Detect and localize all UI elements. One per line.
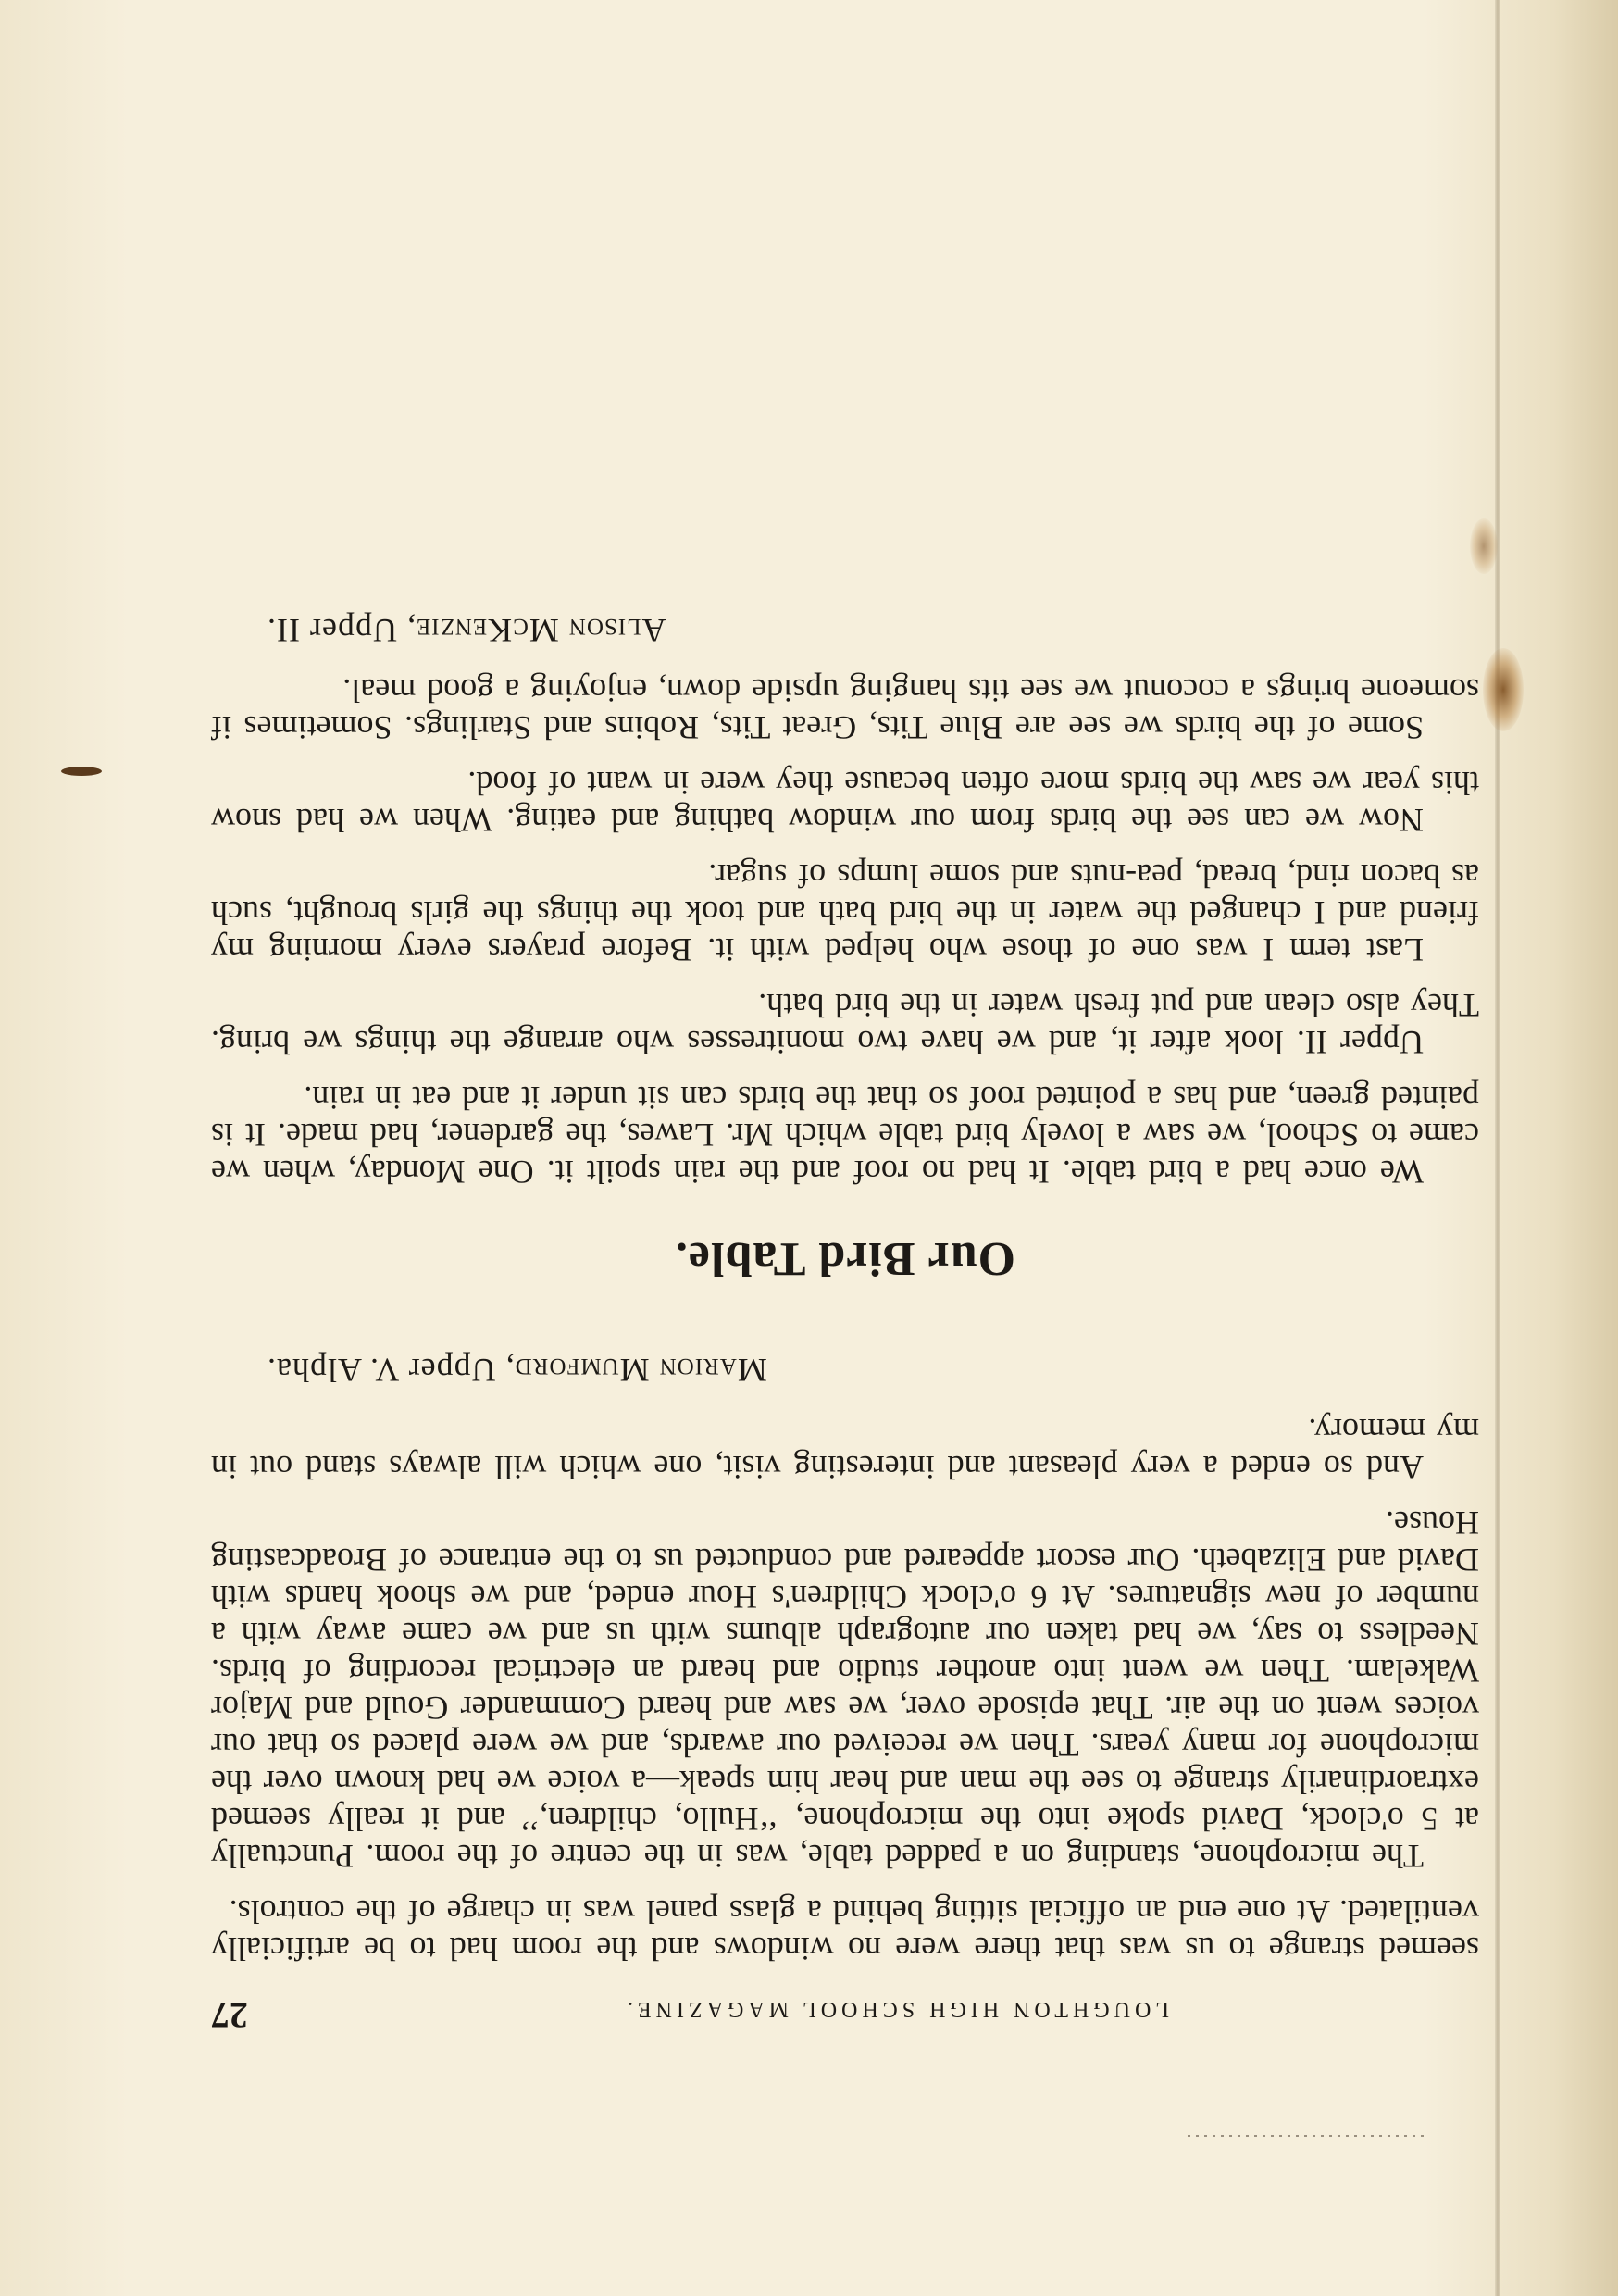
paragraph: Some of the birds we see are Blue Tits, Great Tits, Robins and Starlings. Sometimes if someone brings a coconut we see tits hanging upside down, enjoying a good meal.: [211, 672, 1479, 746]
author-signature: [267, 611, 1479, 650]
paragraph: Last term I was one of those who helped with it. Before prayers every morning my friend and I changed the water in the bird bath and took the things the girls brought, such as bacon rind, bread, pea-nuts and some lumps of sugar.: [211, 857, 1479, 968]
page-body: [211, 546, 1479, 2037]
paragraph: Now we can see the birds from our window bathing and eating. When we had snow this year we saw the birds more often because they were in want of food.: [211, 765, 1479, 839]
paragraph: We once had a bird table. It had no roof and the rain spoilt it. One Monday, when we came to School, we saw a lovely bird table which Mr. Lawes, the gardener, had made. It is painted green, and has a pointed roof so that the birds can sit under it and eat in rain.: [211, 1079, 1479, 1191]
author-signature: [267, 1351, 1479, 1390]
page-number: 27: [211, 1994, 248, 2036]
dotted-mark: [1183, 2135, 1424, 2137]
author-name: Alison McKenzie,: [405, 612, 666, 649]
author-form: Upper II.: [267, 612, 397, 649]
article-bird-table: [211, 611, 1479, 1286]
paragraph: And so ended a very pleasant and interesting visit, one which will always stand out in my memory.: [211, 1412, 1479, 1486]
author-form: Upper V. Alpha.: [267, 1352, 496, 1389]
paragraph: Upper II. look after it, and we have two monitresses who arrange the things we bring. They also clean and put fresh water in the bird bath.: [211, 987, 1479, 1061]
running-header: [211, 1993, 1479, 2037]
article-broadcast-visit: [211, 1351, 1479, 1967]
magazine-title: LOUGHTON HIGH SCHOOL MAGAZINE.: [623, 1997, 1169, 2021]
author-name: Marion Mumford,: [504, 1352, 767, 1389]
paragraph: seemed strange to us was that there were no windows and the room had to be artificially ventilated. At one end an official sitting behind a glass panel was in charge of the controls.: [211, 1893, 1479, 1967]
paragraph: The microphone, standing on a padded table, was in the centre of the room. Punctually at 5 o'clock, David spoke into the microphone, ‘‘Hullo, children,’’ and it really seemed extraordinarily strange to see the man and hear him speak—a voice we had known over the microphone for many years. Then we received our awards, and we were placed so that our voices went on the air. That episode over, we saw and heard Commander Gould and Major Wakelam. Then we went into another studio and heard an electrical recording of birds. Needless to say, we had taken our autograph albums with us and we came away with a number of new signatures. At 6 o'clock Children's Hour ended, and we shook hands with David and Elizabeth. Our escort appeared and conducted us to the entrance of Broadcasting House.: [211, 1504, 1479, 1875]
article-title: Our Bird Table.: [674, 1232, 1016, 1285]
